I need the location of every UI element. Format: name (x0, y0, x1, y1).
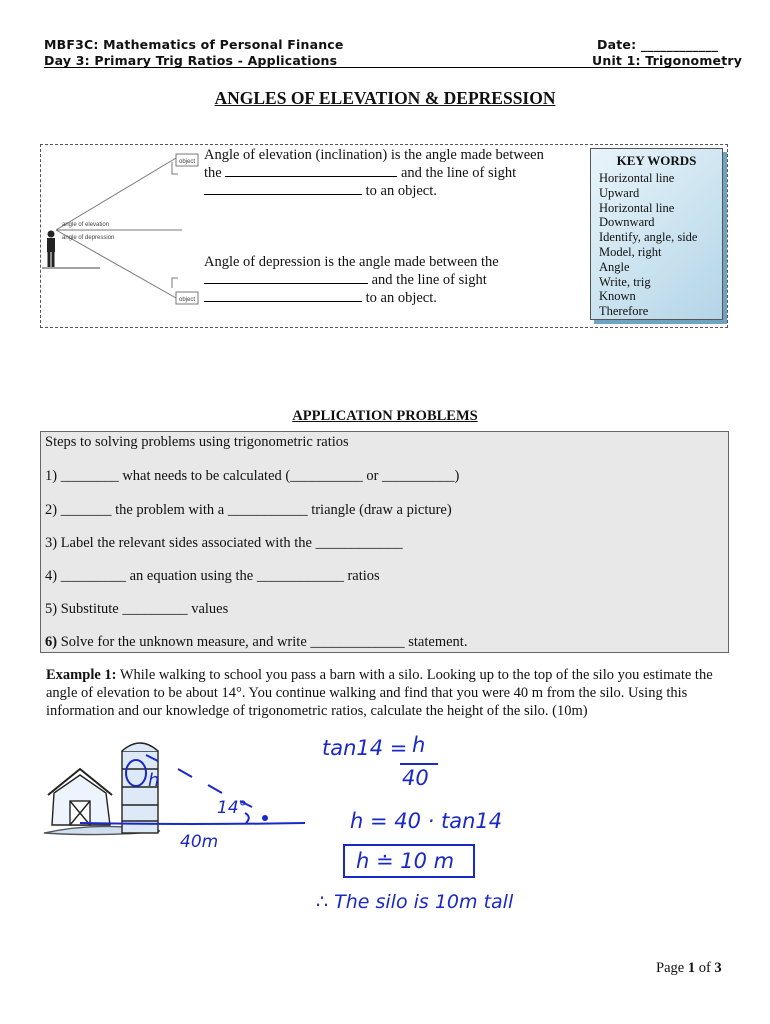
key-word: Angle (599, 259, 630, 274)
application-title: APPLICATION PROBLEMS (292, 408, 478, 424)
elevation-line2-end: and the line of sight (400, 165, 517, 181)
conclusion: ∴ The silo is 10m tall (316, 891, 514, 913)
page-total: 3 (714, 960, 722, 976)
page-prefix: Page (656, 960, 688, 976)
key-word: Write, trig (599, 274, 651, 289)
elevation-label: angle of elevation (62, 222, 110, 228)
elevation-line3-end: to an object. (365, 183, 437, 199)
key-word: Model, right (599, 244, 662, 259)
step-6 (45, 634, 467, 651)
key-word: Therefore (599, 304, 649, 319)
depression-line3-end: to an object. (365, 290, 437, 306)
depression-label: angle of depression (62, 235, 115, 241)
page-number (656, 960, 722, 977)
depression-definition (204, 253, 584, 307)
page-current: 1 (687, 960, 696, 976)
header-rule (44, 67, 724, 68)
key-word: Horizontal line (599, 200, 675, 215)
sight-line-up (56, 158, 176, 230)
course-title: MBF3C: Mathematics of Personal Finance (44, 37, 344, 52)
depression-line1: Angle of depression is the angle made between the (204, 254, 499, 270)
steps-box (40, 431, 729, 653)
equation-1-numerator: h (412, 733, 426, 757)
equation-2: h = 40 · tan14 (350, 809, 503, 833)
elevation-depression-diagram (42, 148, 202, 318)
key-word: Upward (599, 185, 640, 200)
key-word: Downward (599, 215, 655, 230)
key-words-title: KEY WORDS (616, 153, 697, 168)
object-bottom-label: object (179, 297, 196, 303)
lesson-title: Day 3: Primary Trig Ratios - Applications (44, 53, 338, 68)
key-word: Horizontal line (599, 171, 675, 185)
step-1: 1) ________ what needs to be calculated (__________ or __________) (45, 468, 460, 484)
key-word: Identify, angle, side (599, 230, 698, 245)
example-1 (46, 666, 731, 720)
example-text: While walking to school you pass a barn with a silo. Looking up to the top of the silo you estimate the angle of elevation to be about 14°. You continue walking and find that you were 40 m from the silo. Using this information and our knowledge of trigonometric ratios, calculate the height of the silo. (10m) (46, 667, 713, 719)
observer-dot (262, 815, 268, 821)
elevation-blank-2 (204, 182, 362, 195)
equation-1-denominator: 40 (402, 766, 429, 790)
equation-1-left: tan14 = (322, 736, 408, 760)
page-title: ANGLES OF ELEVATION & DEPRESSION (214, 88, 556, 108)
object-top-label: object (179, 159, 196, 165)
key-words-box (590, 148, 723, 320)
distance-label: 40m (180, 832, 219, 852)
key-word: Known (599, 289, 636, 304)
elevation-line2-start: the (204, 165, 222, 181)
step-6-text: Solve for the unknown measure, and write _____________ statement. (57, 634, 468, 650)
equation-3: h ≐ 10 m (356, 849, 455, 873)
unit-title: Unit 1: Trigonometry (592, 53, 743, 68)
example-label: Example 1: (46, 667, 117, 683)
step-4: 4) _________ an equation using the ____________ ratios (45, 568, 380, 584)
step-5: 5) Substitute _________ values (45, 601, 229, 617)
angle-label: 14° (217, 798, 248, 818)
depression-blank-1 (204, 271, 368, 284)
sketch-marks (80, 755, 305, 824)
date-field: Date: ____________ (597, 37, 719, 52)
height-label: h (148, 770, 160, 791)
elevation-definition (204, 146, 584, 200)
step-2: 2) _______ the problem with a ___________ triangle (draw a picture) (45, 502, 452, 518)
step-3: 3) Label the relevant sides associated with the ____________ (45, 535, 403, 551)
depression-line2-end: and the line of sight (371, 272, 487, 288)
person-icon (47, 231, 55, 268)
elevation-line1: Angle of elevation (inclination) is the angle made between (204, 147, 544, 163)
fraction-bar (400, 763, 438, 765)
step-6-number: 6) (45, 634, 58, 650)
steps-intro: Steps to solving problems using trigonometric ratios (45, 434, 349, 450)
depression-blank-2 (204, 289, 362, 302)
page-of: of (695, 960, 715, 976)
elevation-blank-1 (225, 164, 397, 177)
